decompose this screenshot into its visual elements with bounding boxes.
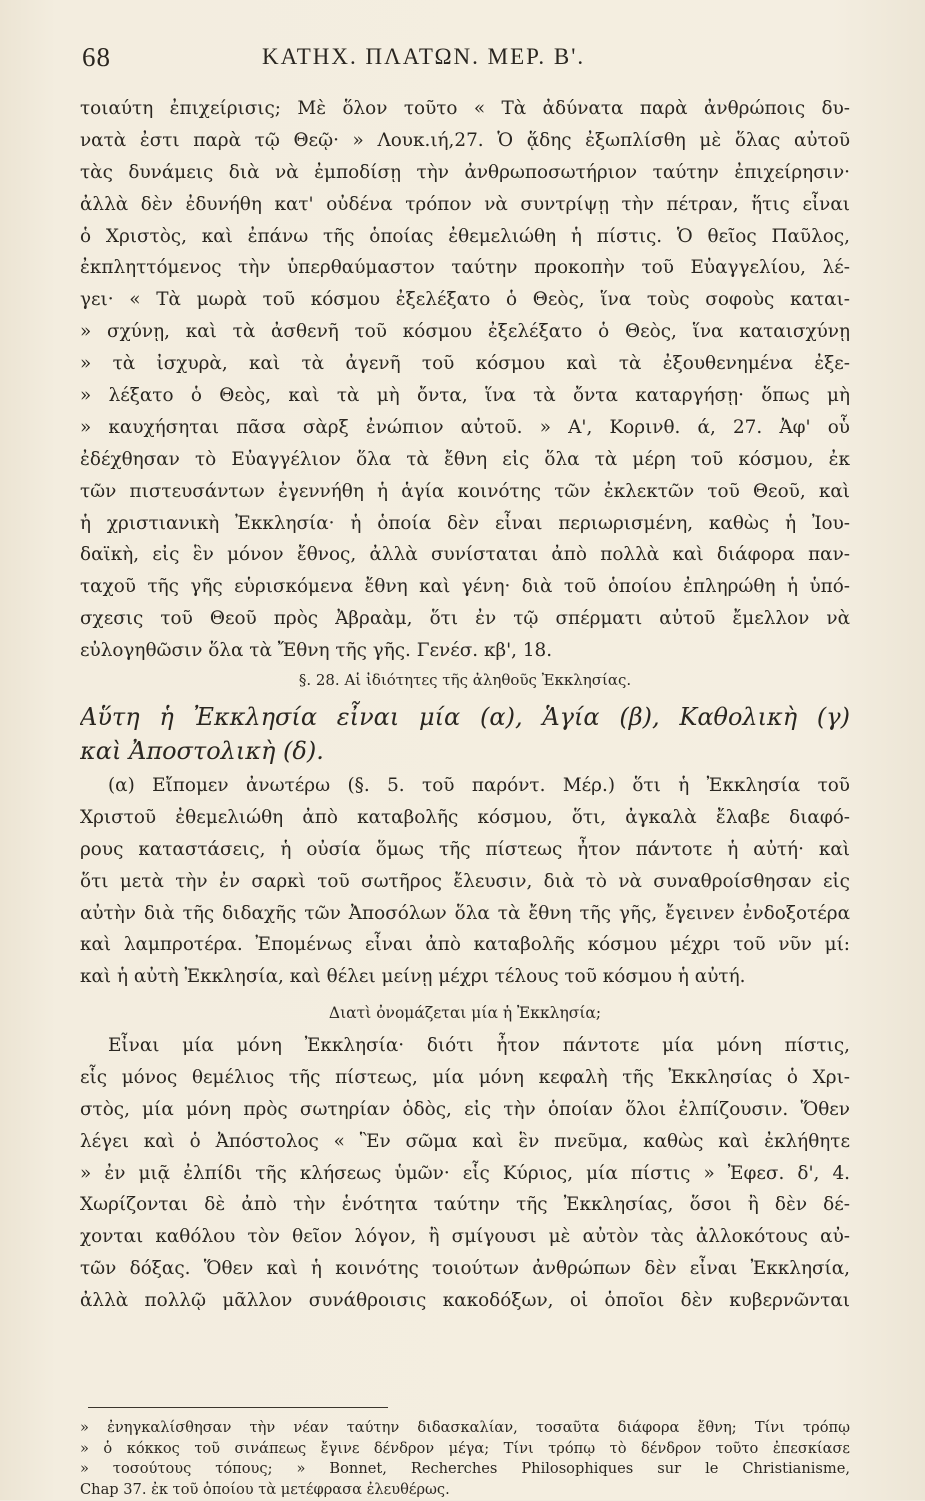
footnote-line: » τοσούτους τόπους; » Bonnet, Recherches Philosophiques sur le Christianisme, <box>80 1460 850 1478</box>
text-line: καὶ λαμπροτέρα. Ἐπομένως εἶναι ἀπὸ καταβολῆς κόσμου μέχρι τοῦ νῦν μί: <box>80 934 850 956</box>
text-line: στὸς, μία μόνη πρὸς σωτηρίαν ὁδὸς, εἰς τὴν ὁποίαν ὅλοι ἐλπίζουσιν. Ὅθεν <box>80 1098 850 1120</box>
text-line: εὐλογηθῶσιν ὅλα τὰ Ἔθνη τῆς γῆς. Γενέσ. κβ', 18. <box>80 640 553 662</box>
footnote-divider <box>88 1407 388 1408</box>
text-line: ὁ Χριστὸς, καὶ ἐπάνω τῆς ὁποίας ἐθεμελιώθη ἡ πίστις. Ὁ θεῖος Παῦλος, <box>80 225 850 247</box>
running-head: ΚΑΤΗΧ. ΠΛΑΤΩΝ. ΜΕΡ. Β'. <box>262 44 586 69</box>
text-line: ἐδέχθησαν τὸ Εὐαγγέλιον ὅλα τὰ ἔθνη εἰς ὅλα τὰ μέρη τοῦ κόσμου, ἐκ <box>80 448 850 470</box>
text-line: Εἶναι μία μόνη Ἐκκλησία· διότι ἦτον πάντοτε μία μόνη πίστις, <box>108 1035 850 1056</box>
text-line: ἡ χριστιανικὴ Ἐκκλησία· ἡ ὁποία δὲν εἶναι περιωρισμένη, καθὼς ἡ Ἰου- <box>80 512 850 534</box>
text-line: γει· « Τὰ μωρὰ τοῦ κόσμου ἐξελέξατο ὁ Θεὸς, ἵνα τοὺς σοφοὺς καται- <box>80 289 850 311</box>
text-line: ἀλλὰ δὲν ἐδυνήθη κατ' οὐδένα τρόπον νὰ συντρίψῃ τὴν πέτραν, ἥτις εἶναι <box>80 193 850 215</box>
page-number: 68 <box>82 42 111 72</box>
text-line: τῶν πιστευσάντων ἐγεννήθη ἡ ἁγία κοινότης τῶν ἐκλεκτῶν τοῦ Θεοῦ, καὶ <box>80 480 850 502</box>
section-title <box>80 668 850 692</box>
section-title-text: §. 28. Αἱ ἰδιότητες τῆς ἀληθοῦς Ἐκκλησίας. <box>298 671 632 689</box>
page-header <box>82 42 852 82</box>
text-line: αὐτὴν διὰ τῆς διδαχῆς τῶν Ἀποσόλων ὅλα τὰ ἔθνη τῆς γῆς, ἔγεινεν ἐνδοξοτέρα <box>80 902 850 924</box>
text-line: » λέξατο ὁ Θεὸς, καὶ τὰ μὴ ὄντα, ἵνα τὰ ὄντα καταργήσῃ· ὅπως μὴ <box>80 385 850 407</box>
text-line: τῶν δόξας. Ὅθεν καὶ ἡ κοινότης τοιούτων ἀνθρώπων δὲν εἶναι Ἐκκλησία, <box>80 1258 850 1280</box>
text-line: ταχοῦ τῆς γῆς εὑρισκόμενα ἔθνη καὶ γένη· διὰ τοῦ ὁποίου ἐπληρώθη ἡ ὑπό- <box>80 576 850 598</box>
text-line: εἷς μόνος θεμέλιος τῆς πίστεως, μία μόνη κεφαλὴ τῆς Ἐκκλησίας ὁ Χρι- <box>80 1066 850 1088</box>
text-line: ἐκπληττόμενος τὴν ὑπερθαύμαστον ταύτην προκοπὴν τοῦ Εὐαγγελίου, λέ- <box>80 257 850 279</box>
text-line: σχεσις τοῦ Θεοῦ πρὸς Ἀβραὰμ, ὅτι ἐν τῷ σπέρματι αὐτοῦ ἔμελλον νὰ <box>80 608 850 630</box>
text-line: » τὰ ἰσχυρὰ, καὶ τὰ ἀγενῆ τοῦ κόσμου καὶ τὰ ἐξουθενημένα ἐξε- <box>80 353 850 375</box>
section-heading <box>80 700 850 768</box>
text-line: ρους καταστάσεις, ἡ οὐσία ὅμως τῆς πίστεως ἦτον πάντοτε ἡ αὐτή· καὶ <box>80 838 850 860</box>
paragraph-oneness <box>80 770 850 993</box>
footnote-line: » ὁ κόκκος τοῦ σινάπεως ἔγινε δένδρον μέγα; Τίνι τρόπῳ τὸ δένδρον τοῦτο ἐπεσκίασε <box>80 1439 850 1457</box>
text-line: » ἐν μιᾷ ἐλπίδι τῆς κλήσεως ὑμῶν· εἷς Κύριος, μία πίστις » Ἐφεσ. δ', 4. <box>80 1162 850 1184</box>
text-line: ὅτι μετὰ τὴν ἐν σαρκὶ τοῦ σωτῆρος ἔλευσιν, διὰ τὸ νὰ συναθροίσθησαν εἰς <box>80 870 850 892</box>
text-line: (α) Εἴπομεν ἀνωτέρω (§. 5. τοῦ παρόντ. Μέρ.) ὅτι ἡ Ἐκκλησία τοῦ <box>108 775 850 796</box>
text-line: ἀλλὰ πολλῷ μᾶλλον συνάθροισις κακοδόξων, οἱ ὁποῖοι δὲν κυβερνῶνται <box>80 1290 850 1312</box>
text-line: Χριστοῦ ἐθεμελιώθη ἀπὸ καταβολῆς κόσμου, ὅτι, ἀγκαλὰ ἔλαβε διαφό- <box>80 806 850 828</box>
footnote-line: » ἐνηγκαλίσθησαν τὴν νέαν ταύτην διδασκαλίαν, τοσαῦτα διάφορα ἔθνη; Τίνι τρόπῳ <box>80 1419 850 1436</box>
text-line: τὰς δυνάμεις διὰ νὰ ἐμποδίσῃ τὴν ἀνθρωποσωτήριον ταύτην ἐπιχείρησιν· <box>80 161 850 183</box>
text-line: λέγει καὶ ὁ Ἀπόστολος « Ἓν σῶμα καὶ ἓν πνεῦμα, καθὼς καὶ ἐκλήθητε <box>80 1130 850 1152</box>
text-line: τοιαύτη ἐπιχείρισις; Μὲ ὅλον τοῦτο « Τὰ ἀδύνατα παρὰ ἀνθρώποις δυ- <box>80 98 850 119</box>
text-line: καὶ ἡ αὐτὴ Ἐκκλησία, καὶ θέλει μείνῃ μέχρι τέλους τοῦ κόσμου ἡ αὐτή. <box>80 966 746 988</box>
text-line: νατὰ ἐστι παρὰ τῷ Θεῷ· » Λουκ.ιή,27. Ὁ ᾅδης ἐξωπλίσθη μὲ ὅλας αὐτοῦ <box>80 129 850 151</box>
footnote-line: Chap 37. ἐκ τοῦ ὁποίου τὰ μετέφρασα ἐλευθέρως. <box>80 1481 450 1499</box>
text-line: » σχύνῃ, καὶ τὰ ἀσθενῆ τοῦ κόσμου ἐξελέξατο ὁ Θεὸς, ἵνα καταισχύνῃ <box>80 321 850 343</box>
text-line: » καυχήσηται πᾶσα σὰρξ ἐνώπιον αὐτοῦ. » Α', Κορινθ. ά, 27. Ἀφ' οὗ <box>80 416 850 438</box>
text-line: Χωρίζονται δὲ ἀπὸ τὴν ἑνότητα ταύτην τῆς Ἐκκλησίας, ὅσοι ἢ δὲν δέ- <box>80 1194 850 1216</box>
text-line: χονται καθόλου τὸν θεῖον λόγον, ἢ σμίγουσι μὲ αὐτὸν τὰς ἀλλοκότους αὐ- <box>80 1226 850 1248</box>
question-text: Διατὶ ὀνομάζεται μία ἡ Ἐκκλησία; <box>328 1004 602 1022</box>
footnotes <box>80 1418 850 1501</box>
paragraph-answer <box>80 1030 850 1317</box>
text-line: δαϊκὴ, εἰς ἓν μόνον ἔθνος, ἀλλὰ συνίσταται ἀπὸ πολλὰ καὶ διάφορα παν- <box>80 544 850 566</box>
question <box>80 998 850 1028</box>
paragraph-continuation <box>80 93 850 667</box>
heading-line: καὶ Ἀποστολικὴ (δ). <box>80 737 324 765</box>
heading-line: Αὕτη ἡ Ἐκκλησία εἶναι μία (α), Ἁγία (β), Καθολικὴ (γ) <box>80 703 850 731</box>
